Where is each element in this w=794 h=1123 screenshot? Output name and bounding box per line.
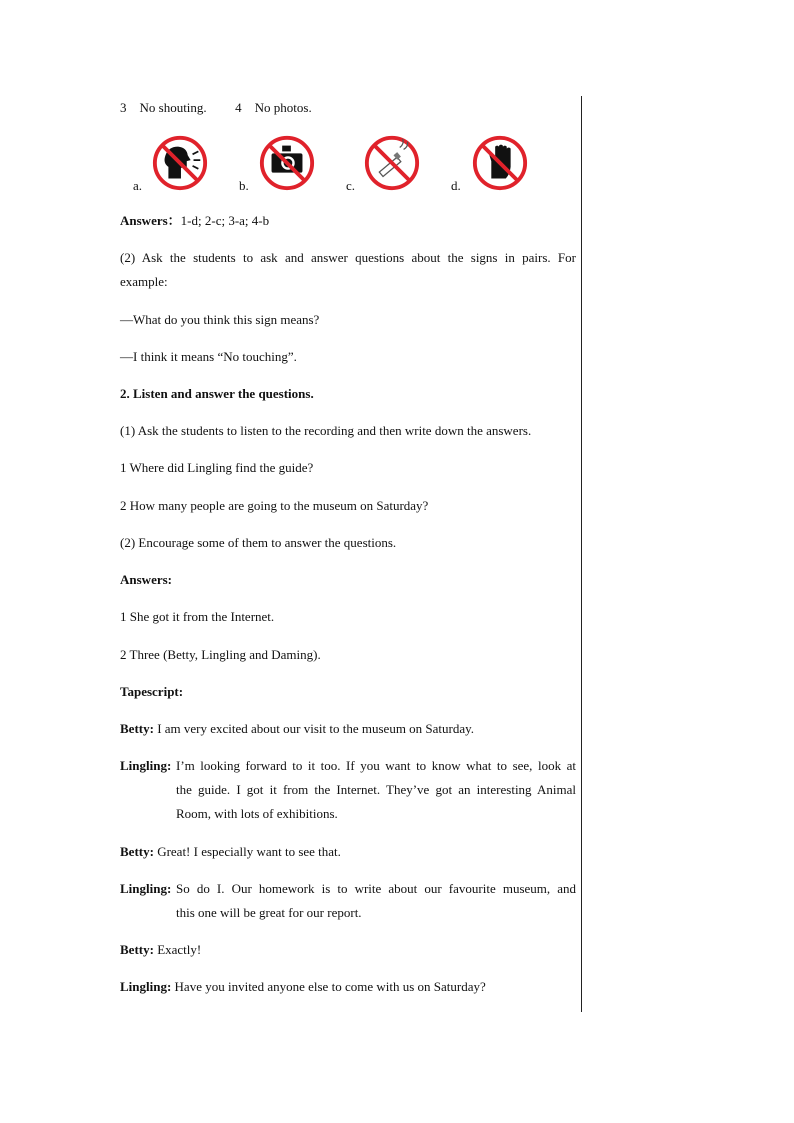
dialog-answer: —I think it means “No touching”. [120, 349, 297, 364]
tapescript-line [120, 843, 576, 861]
speech: I’m looking forward to it too. If you want to know what to see, look at [176, 758, 576, 773]
signs-intro [120, 99, 576, 117]
answers-1-label: Answers： [120, 213, 181, 228]
speech: this one will be great for our report. [176, 905, 362, 920]
tapescript-line [120, 978, 576, 996]
speech: Great! I especially want to see that. [157, 844, 341, 859]
speaker: Lingling: [120, 758, 172, 773]
speech: Have you invited anyone else to come with us on Saturday? [174, 979, 486, 994]
speaker: Betty: [120, 942, 154, 957]
answers-1-text: 1-d; 2-c; 3-a; 4-b [180, 213, 270, 228]
no-photos-icon [258, 134, 316, 192]
pair-task-line-1: (2) Ask the students to ask and answer questions about the signs in pairs. For [120, 250, 576, 265]
answer-2-1: 1 She got it from the Internet. [120, 609, 275, 624]
tapescript-label: Tapescript: [120, 684, 184, 699]
column-divider [581, 96, 582, 1012]
no-smoking-icon [363, 134, 421, 192]
sign-b-label: b. [239, 178, 249, 193]
sign-a-label: a. [133, 178, 143, 193]
listen-task: (1) Ask the students to listen to the recording and then write down the answers. [120, 423, 532, 438]
question-1: 1 Where did Lingling find the guide? [120, 460, 314, 475]
sign-d-label: d. [451, 178, 461, 193]
speaker: Lingling: [120, 881, 172, 896]
tapescript-line [120, 941, 576, 959]
sign-item-4: 4 No photos. [235, 100, 312, 115]
sign-item-3: 3 No shouting. [120, 100, 207, 115]
tapescript-line [120, 720, 576, 738]
sign-c-label: c. [346, 178, 356, 193]
speech: the guide. I got it from the Internet. They’ve got an interesting Animal [176, 782, 576, 797]
answer-2-2: 2 Three (Betty, Lingling and Daming). [120, 647, 321, 662]
speech: Room, with lots of exhibitions. [176, 806, 338, 821]
encourage-task: (2) Encourage some of them to answer the questions. [120, 535, 397, 550]
pair-task-line-2: example: [120, 274, 168, 289]
section-2-title: 2. Listen and answer the questions. [120, 386, 314, 401]
dialog-question: —What do you think this sign means? [120, 312, 320, 327]
speaker: Lingling: [120, 979, 172, 994]
speech: I am very excited about our visit to the museum on Saturday. [157, 721, 475, 736]
no-touching-icon [471, 134, 529, 192]
speaker: Betty: [120, 721, 154, 736]
answers-2-label: Answers: [120, 572, 172, 587]
speech: Exactly! [157, 942, 202, 957]
question-2: 2 How many people are going to the museum on Saturday? [120, 498, 429, 513]
speech: So do I. Our homework is to write about our favourite museum, and [176, 881, 576, 896]
no-shouting-icon [151, 134, 209, 192]
answers-1 [120, 212, 576, 230]
speaker: Betty: [120, 844, 154, 859]
